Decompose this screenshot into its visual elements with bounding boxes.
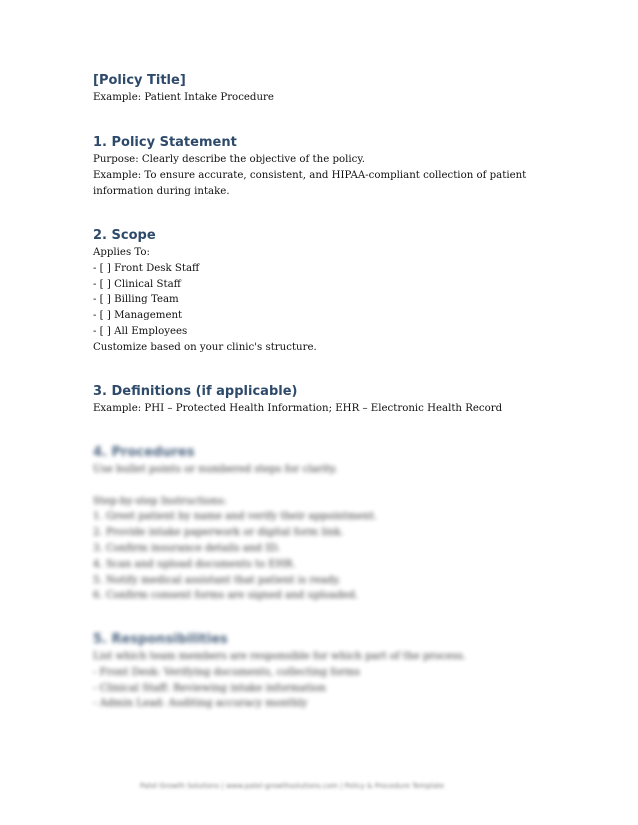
procedures-line: Step-by-step Instructions: bbox=[93, 495, 227, 507]
procedure-step: 5. Notify medical assistant that patient is ready. bbox=[93, 574, 341, 586]
responsibilities-section bbox=[93, 631, 553, 712]
definitions-section bbox=[93, 383, 553, 417]
scope-checkbox-item: - [ ] Billing Team bbox=[93, 294, 179, 306]
policy-title-section bbox=[93, 72, 553, 106]
responsibilities-item: - Clinical Staff: Reviewing intake information bbox=[93, 682, 326, 694]
policy-title-example: Example: Patient Intake Procedure bbox=[93, 92, 274, 103]
procedure-step: 4. Scan and upload documents to EHR. bbox=[93, 558, 296, 570]
procedures-heading: 4. Procedures bbox=[93, 445, 195, 460]
procedure-step: 2. Provide intake paperwork or digital form link. bbox=[93, 527, 344, 539]
responsibilities-line: List which team members are responsible for which part of the process. bbox=[93, 651, 466, 662]
procedure-step: 6. Confirm consent forms are signed and uploaded. bbox=[93, 590, 359, 602]
scope-line: Customize based on your clinic's structure. bbox=[93, 341, 317, 353]
page-footer: Patel Growth Solutions | www.patel-growthsolutions.com | Policy & Procedure Template bbox=[140, 782, 445, 790]
scope-line: Applies To: bbox=[93, 247, 150, 258]
policy-title-heading: [Policy Title] bbox=[93, 73, 186, 88]
scope-checkbox-item: - [ ] All Employees bbox=[93, 325, 188, 337]
policy-statement-section bbox=[93, 134, 553, 199]
scope-section bbox=[93, 227, 553, 356]
definitions-heading: 3. Definitions (if applicable) bbox=[93, 384, 298, 399]
procedures-section bbox=[93, 444, 553, 604]
policy-statement-line: Example: To ensure accurate, consistent, and HIPAA-compliant collection of patient bbox=[93, 169, 527, 181]
procedures-intro: Use bullet points or numbered steps for clarity. bbox=[93, 464, 338, 475]
scope-checkbox-item: - [ ] Front Desk Staff bbox=[93, 262, 200, 274]
definitions-line: Example: PHI – Protected Health Information; EHR – Electronic Health Record bbox=[93, 403, 503, 414]
responsibilities-item: - Front Desk: Verifying documents, collecting forms bbox=[93, 666, 360, 678]
scope-checkbox-item: - [ ] Clinical Staff bbox=[93, 278, 181, 290]
responsibilities-item: - Admin Lead: Auditing accuracy monthly bbox=[93, 698, 308, 710]
policy-statement-heading: 1. Policy Statement bbox=[93, 135, 237, 150]
scope-heading: 2. Scope bbox=[93, 228, 156, 243]
procedure-step: 3. Confirm insurance details and ID. bbox=[93, 542, 281, 554]
scope-checkbox-item: - [ ] Management bbox=[93, 310, 183, 322]
procedure-step: 1. Greet patient by name and verify their appointment. bbox=[93, 511, 378, 523]
responsibilities-heading: 5. Responsibilities bbox=[93, 632, 228, 647]
policy-statement-line: Purpose: Clearly describe the objective of the policy. bbox=[93, 154, 365, 165]
policy-statement-line: information during intake. bbox=[93, 185, 230, 197]
